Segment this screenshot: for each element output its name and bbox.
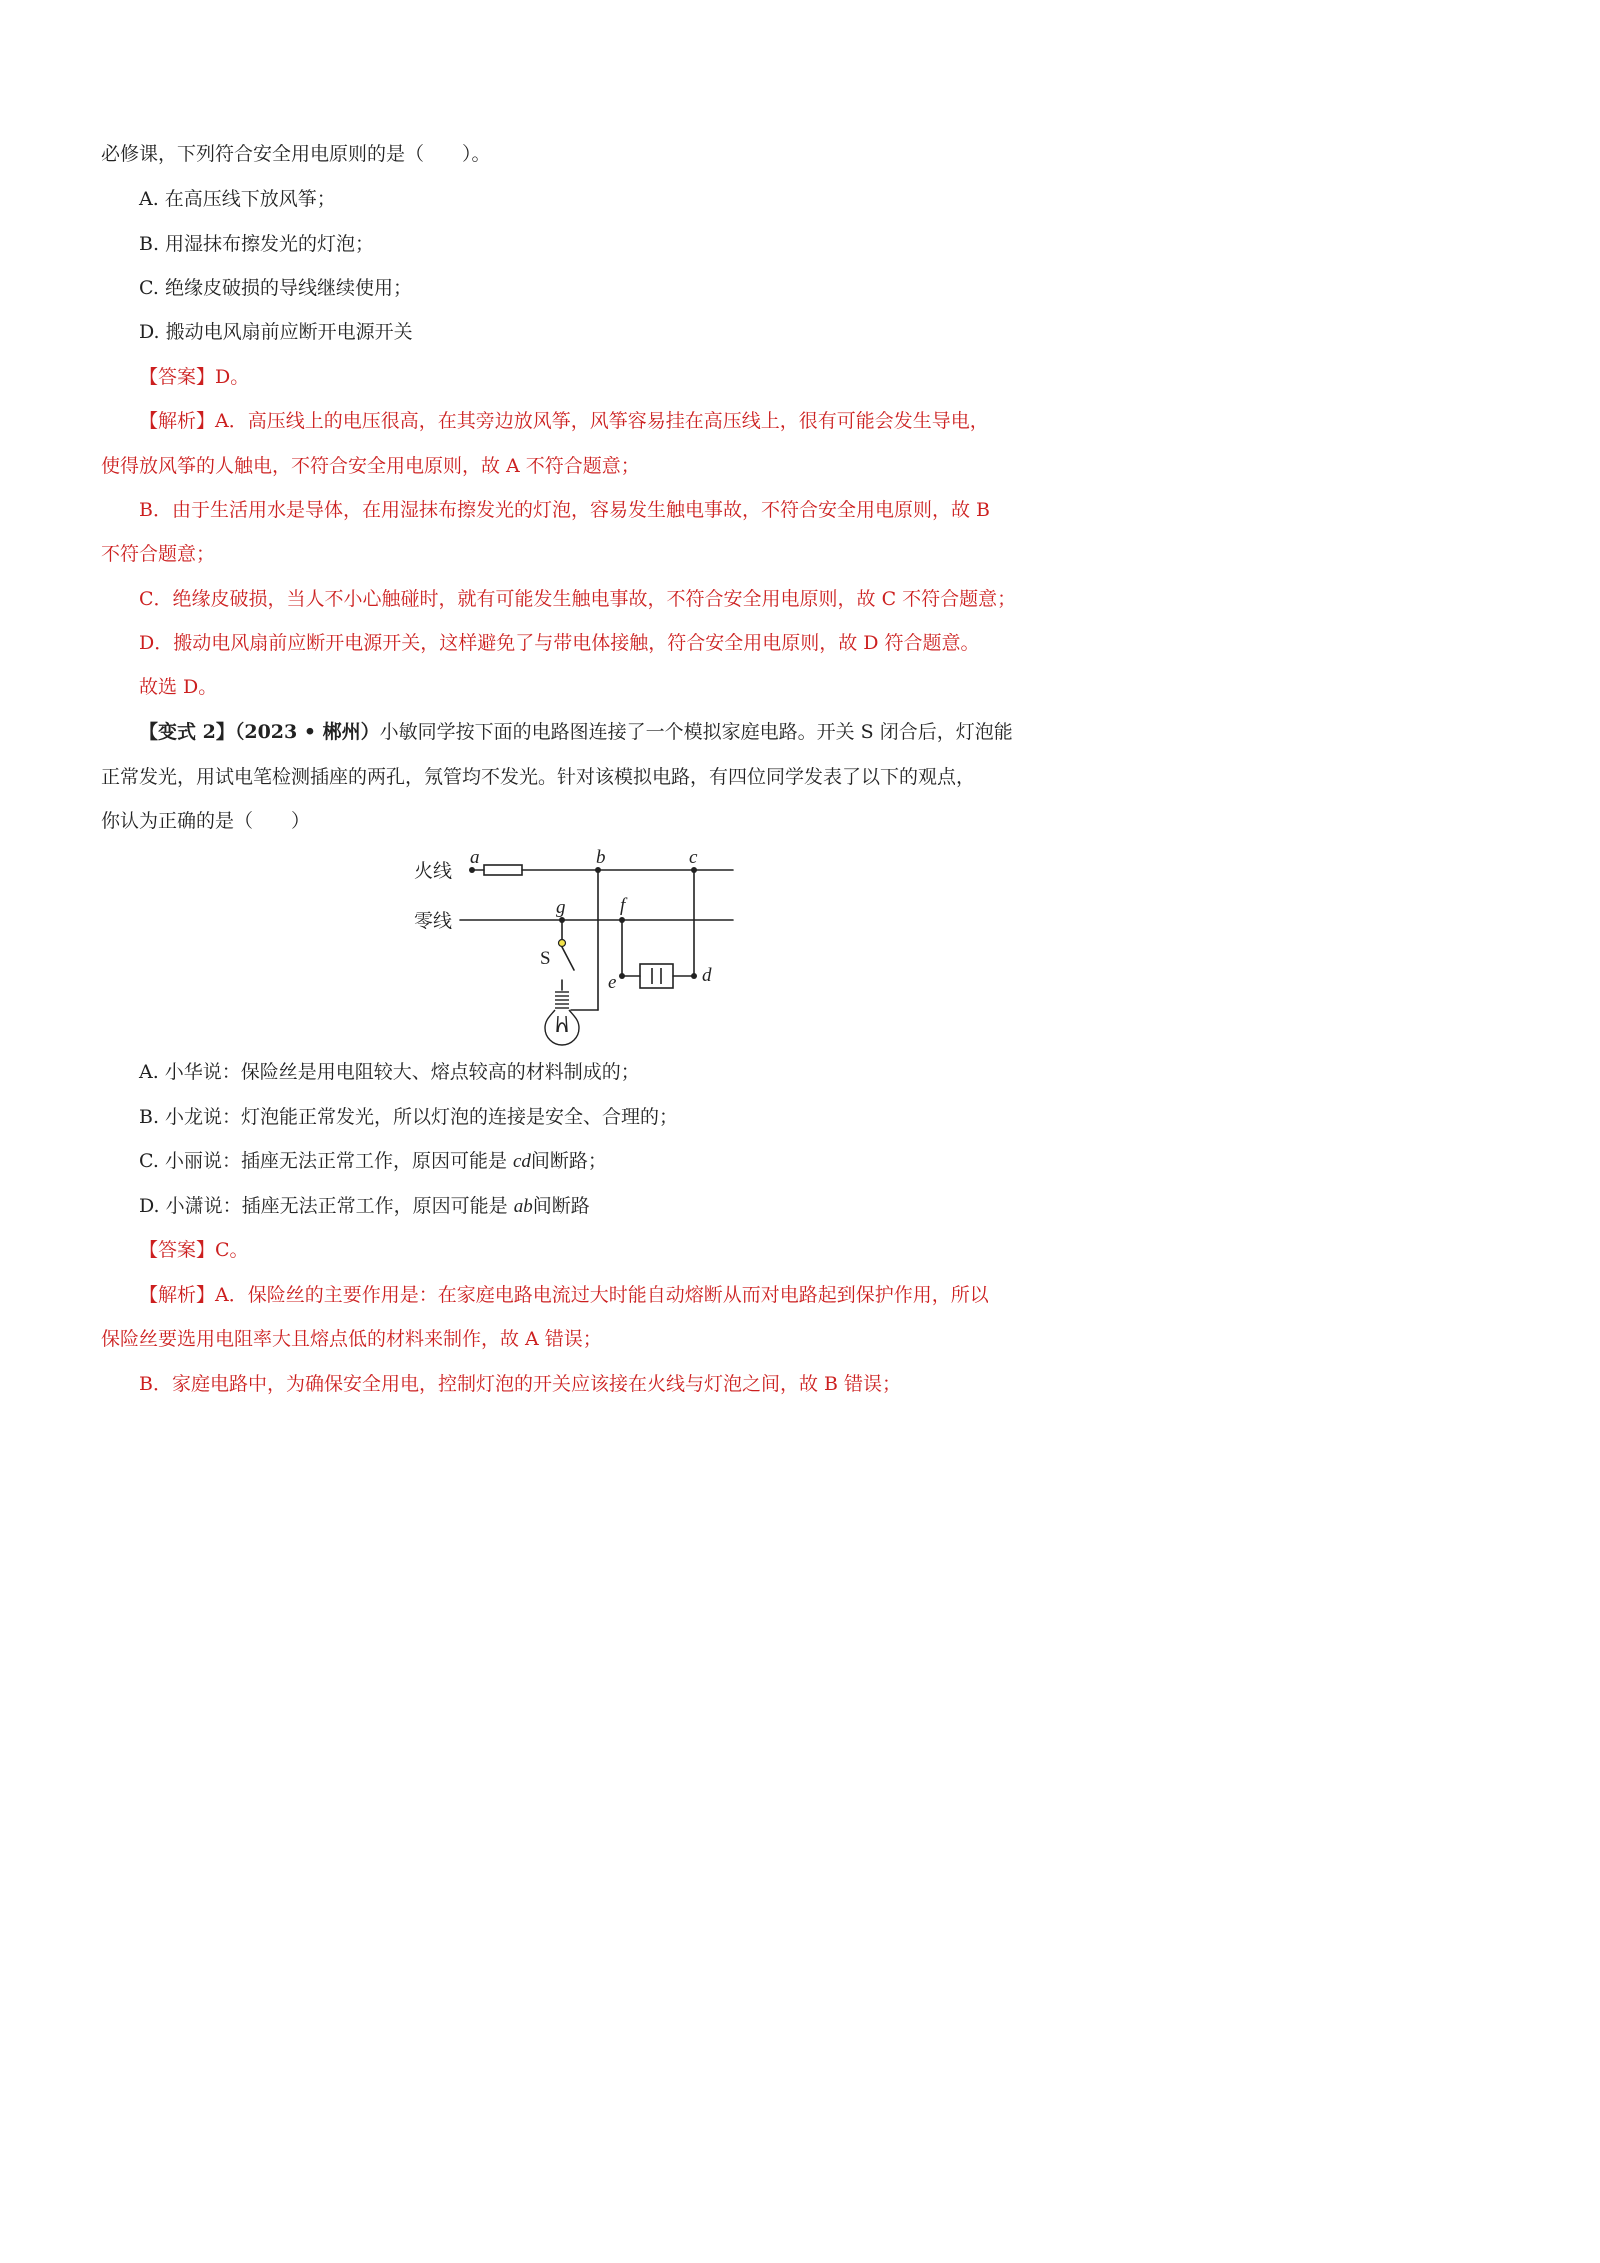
q2-answer (139, 1238, 249, 1262)
junction-d (691, 973, 697, 979)
q2-analysis-text-1: A．保险丝的主要作用是：在家庭电路电流过大时能自动熔断从而对电路起到保护作用，所以 (215, 1284, 989, 1306)
q1-answer (139, 365, 249, 389)
q2-option-c-text: C. 小丽说：插座无法正常工作，原因可能是 (139, 1150, 513, 1172)
circuit-diagram (400, 840, 750, 1050)
switch-pivot-icon (559, 940, 566, 947)
neutral-wire-label: 零线 (414, 910, 453, 932)
q2-option-c-tail: 间断路； (530, 1150, 607, 1172)
q2-option-d-var: ab (513, 1196, 533, 1217)
q2-answer-value: C。 (215, 1239, 249, 1261)
q2-option-a (139, 1060, 640, 1084)
q2-option-c (139, 1149, 607, 1174)
q2-option-d-tail: 间断路 (532, 1195, 590, 1217)
point-d-label: d (702, 965, 712, 986)
q2-analysis-line-2: 保险丝要选用电阻率大且熔点低的材料来制作，故 A 错误； (101, 1328, 602, 1350)
q1-answer-tag: 【答案】 (139, 366, 216, 388)
q2-option-b (139, 1105, 678, 1129)
q2-stem-text-1: 小敏同学按下面的电路图连接了一个模拟家庭电路。开关 S 闭合后，灯泡能 (379, 721, 1013, 743)
live-wire-label: 火线 (414, 860, 453, 882)
fuse-icon (484, 865, 522, 875)
point-b-label: b (596, 847, 606, 868)
point-a-label: a (470, 847, 480, 868)
junction-f (619, 917, 625, 923)
q2-analysis-tag: 【解析】 (139, 1284, 216, 1306)
switch-label: S (540, 948, 551, 969)
point-c-label: c (689, 847, 698, 868)
q1-analysis-line-3: B．由于生活用水是导体，在用湿抹布擦发光的灯泡，容易发生触电事故，不符合安全用电原则，故 B (139, 499, 990, 521)
q2-analysis-line-1 (139, 1283, 989, 1307)
q2-option-c-var: cd (512, 1151, 531, 1172)
point-g-label: g (556, 897, 566, 918)
q1-answer-value: D。 (215, 366, 250, 388)
junction-e (619, 973, 625, 979)
q1-stem-tail: 必修课，下列符合安全用电原则的是（ ）。 (101, 143, 491, 165)
q2-tag: 【变式 2】 (139, 721, 235, 743)
q1-option-c: C. 绝缘皮破损的导线继续使用； (139, 277, 412, 299)
q1-option-a: A. 在高压线下放风筝； (139, 188, 336, 210)
q1-analysis-line-5: C．绝缘皮破损，当人不小心触碰时，就有可能发生触电事故，不符合安全用电原则，故 C 不符合题意； (139, 588, 1017, 610)
q2-stem-line-2: 正常发光，用试电笔检测插座的两孔，氖管均不发光。针对该模拟电路，有四位同学发表了以下的观点， (101, 766, 976, 788)
switch-blade-icon (562, 947, 574, 970)
q1-analysis-text-1: A．高压线上的电压很高，在其旁边放风筝，风筝容易挂在高压线上，很有可能会发生导电， (215, 410, 989, 432)
q1-analysis-line-4: 不符合题意； (101, 543, 216, 565)
q2-source: （2023 • 郴州） (234, 721, 380, 743)
q1-option-d: D. 搬动电风扇前应断开电源开关 (139, 321, 413, 343)
q2-option-d-text: D. 小潇说：插座无法正常工作，原因可能是 (139, 1195, 514, 1217)
q1-conclusion: 故选 D。 (139, 676, 218, 698)
q1-analysis-line-6: D．搬动电风扇前应断开电源开关，这样避免了与带电体接触，符合安全用电原则，故 D 符合题意。 (139, 632, 980, 654)
socket-icon (640, 964, 673, 988)
point-f-label: f (620, 895, 626, 916)
q2-answer-tag: 【答案】 (139, 1239, 216, 1261)
point-e-label: e (608, 972, 617, 993)
q1-analysis-line-1 (139, 409, 989, 433)
q1-analysis-tag: 【解析】 (139, 410, 216, 432)
q1-analysis-line-2: 使得放风筝的人触电，不符合安全用电原则，故 A 不符合题意； (101, 455, 640, 477)
q2-option-d (139, 1194, 590, 1219)
q2-analysis-line-3: B．家庭电路中，为确保安全用电，控制灯泡的开关应该接在火线与灯泡之间，故 B 错误； (139, 1373, 902, 1395)
q2-option-b-text: B. 小龙说：灯泡能正常发光，所以灯泡的连接是安全、合理的； (139, 1106, 679, 1128)
bulb-icon (545, 992, 579, 1045)
q2-stem-line-3: 你认为正确的是（ ） (101, 810, 311, 832)
q1-option-b: B. 用湿抹布擦发光的灯泡； (139, 233, 375, 255)
q2-stem-line-1 (139, 720, 1013, 744)
q2-option-a-text: A. 小华说：保险丝是用电阻较大、熔点较高的材料制成的； (139, 1061, 640, 1083)
